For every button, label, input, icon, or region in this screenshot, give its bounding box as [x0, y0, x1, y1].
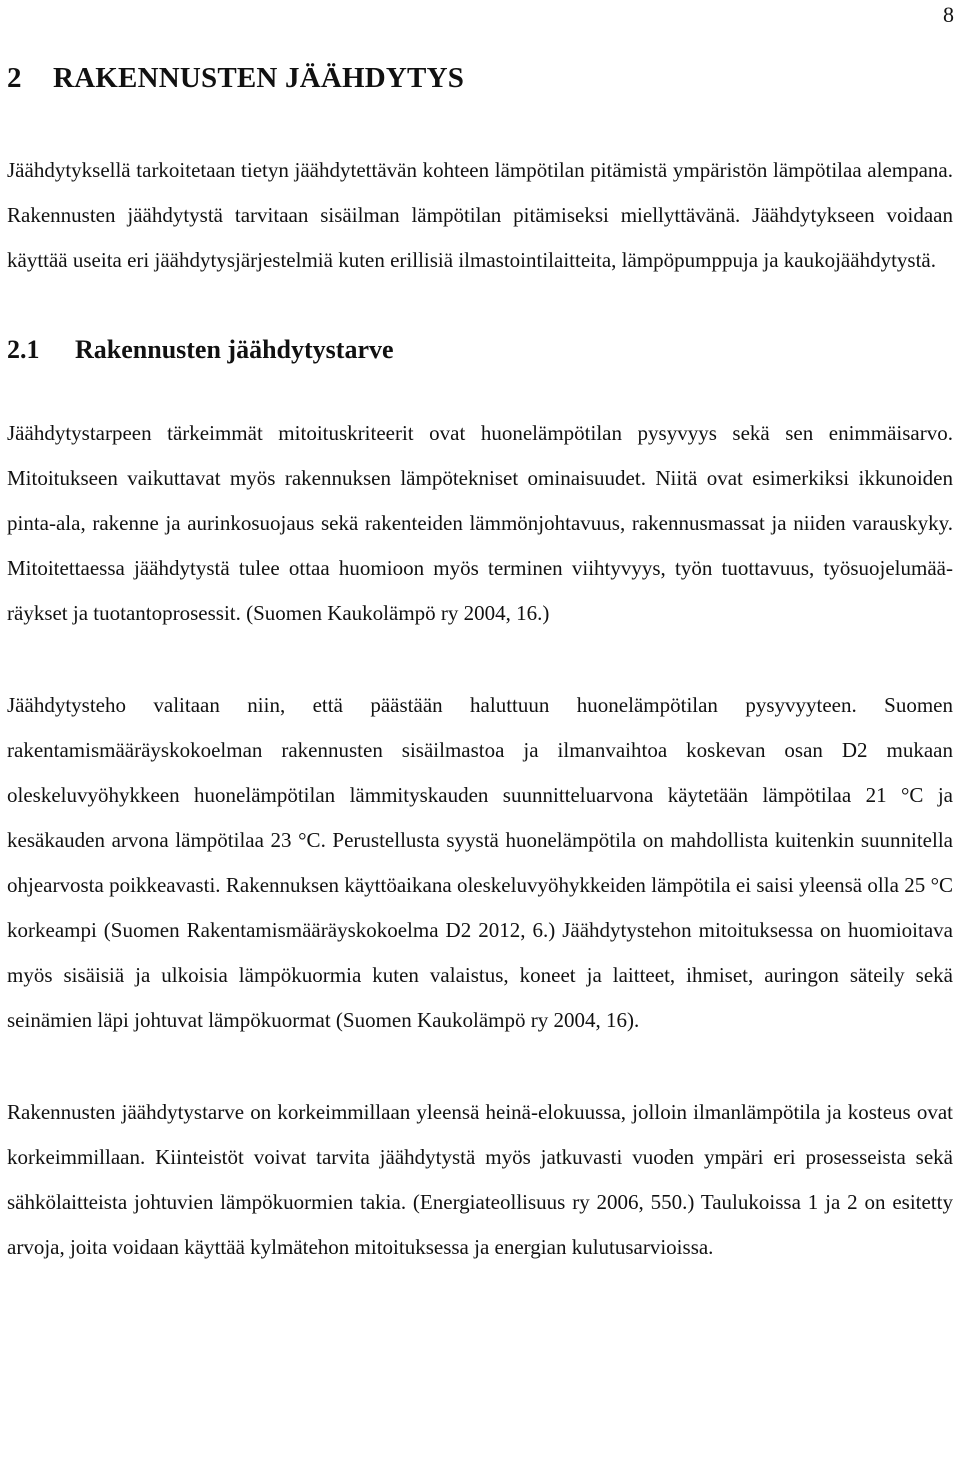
section-number: 2.1: [7, 335, 40, 364]
paragraph-cooling-criteria: Jäähdytystarpeen tärkeimmät mitoituskriteerit ovat huonelämpötilan pysyvyys sekä sen enimmäisarvo. Mitoitukseen vaikuttavat myös rakennuksen lämpötekniset ominaisuudet. Niitä ovat esimerkiksi ikkunoiden pinta-ala, rakenne ja aurinkosuojaus sekä rakenteiden lämmönjohtavuus, rakennusmassat ja niiden varauskyky. Mitoitettaessa jäähdytystä tulee ottaa huomioon myös terminen viihtyvyys, työn tuottavuus, työsuojelumääräykset ja tuotantoprosessit. (Suomen Kaukolämpö ry 2004, 16.): [7, 421, 953, 625]
page-number: 8: [943, 2, 954, 27]
paragraph-cooling-power: Jäähdytysteho valitaan niin, että päästään haluttuun huonelämpötilan pysyvyyteen. Suomen rakentamismääräyskokoelman rakennusten sisäilmastoa ja ilmanvaihtoa koskevan osan D2 mukaan oleskeluvyöhykkeen huonelämpötilan lämmityskauden suunnitteluarvona käytetään lämpötilaa 21 °C ja kesäkauden arvona lämpötilaa 23 °C. Perustellusta syystä huonelämpötila on mahdollista kuitenkin suunnitella ohjearvosta poikkeavasti. Rakennuksen käyttöaikana oleskeluvyöhykkeiden lämpötila ei saisi yleensä olla 25 °C korkeampi (Suomen Rakentamismääräyskokoelma D2 2012, 6.) Jäähdytystehon mitoituksessa on huomioitava myös sisäisiä ja ulkoisia lämpökuormia kuten valaistus, koneet ja laitteet, ihmiset, auringon säteily sekä seinämien läpi johtuvat lämpökuormat (Suomen Kaukolämpö ry 2004, 16).: [7, 693, 953, 1032]
chapter-number: 2: [7, 62, 22, 94]
chapter-title: RAKENNUSTEN JÄÄHDYTYS: [53, 62, 465, 94]
section-heading: [7, 330, 953, 370]
chapter-heading: [7, 58, 953, 98]
intro-paragraph: Jäähdytyksellä tarkoitetaan tietyn jäähdytettävän kohteen lämpötilan pitämistä ympäristön lämpötilaa alempana. Rakennusten jäähdytystä tarvitaan sisäilman lämpötilan pitämiseksi miellyttävänä. Jäähdytykseen voidaan käyttää useita eri jäähdytysjärjestelmiä kuten erillisiä ilmastointilaitteita, lämpöpumppuja ja kaukojäähdytystä.: [7, 158, 953, 272]
section-title: Rakennusten jäähdytystarve: [75, 335, 394, 364]
paragraph-cooling-demand: Rakennusten jäähdytystarve on korkeimmillaan yleensä heinä-elokuussa, jolloin ilmanlämpötila ja kosteus ovat korkeimmillaan. Kiinteistöt voivat tarvita jäähdytystä myös jatkuvasti vuoden ympäri eri prosesseista sekä sähkölaitteista johtuvien lämpökuormien takia. (Energiateollisuus ry 2006, 550.) Taulukoissa 1 ja 2 on esitetty arvoja, joita voidaan käyttää kylmätehon mitoituksessa ja energian kulutusarvioissa.: [7, 1100, 953, 1259]
document-body: [7, 58, 953, 1270]
